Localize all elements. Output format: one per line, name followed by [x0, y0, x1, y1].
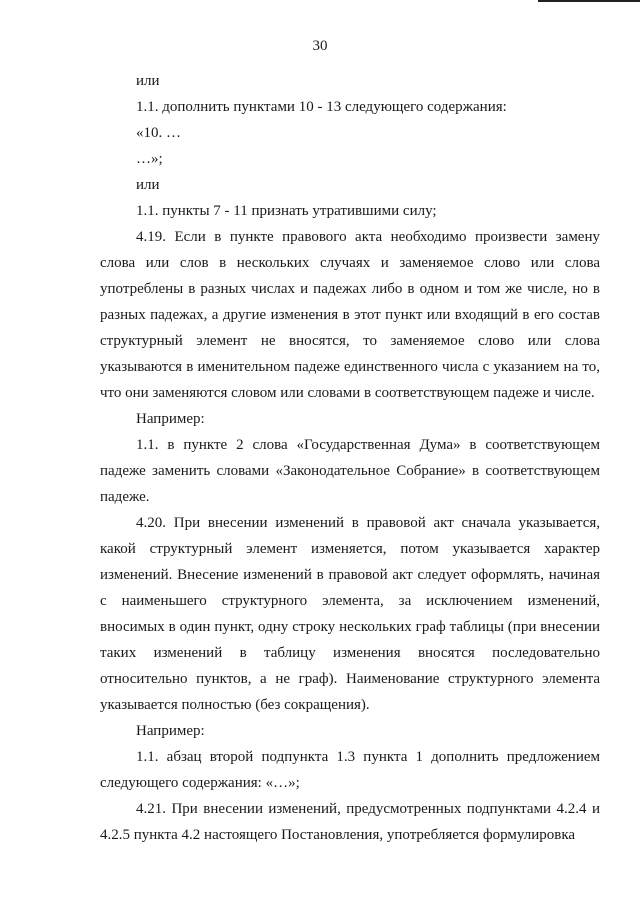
- text-line: или: [136, 73, 160, 89]
- text-line: или: [136, 177, 160, 193]
- paragraph-4-19: 4.19. Если в пункте правового акта необходимо произвести замену слова или слов в нескольких случаях и заменяемое слово или слова употреблены в разных числах и падежах либо в одном и том же числе, но в разных падежах, а другие изменения в этот пункт или входящий в его состав структурный элемент не вносятся, то заменяемое слово или слова указываются в именительном падеже единственного числа с указанием на то, что они заменяются словом или словами в соответствующем падеже и числе.: [100, 229, 600, 401]
- text-line: «10. …: [136, 125, 181, 141]
- text-line: …»;: [136, 151, 163, 167]
- page-number: 30: [312, 38, 328, 54]
- paragraph-4-21: 4.21. При внесении изменений, предусмотренных подпунктами 4.2.4 и 4.2.5 пункта 4.2 настоящего Постановления, употребляется формулировка: [100, 801, 600, 843]
- paragraph-4-20: 4.20. При внесении изменений в правовой акт сначала указывается, какой структурный элемент изменяется, потом указывается характер изменений. Внесение изменений в правовой акт следует оформлять, начиная с наименьшего структурного элемента, за исключением изменений, вносимых в один пункт, одну строку нескольких граф таблицы (при внесении таких изменений в таблицу изменения вносятся последовательно относительно пунктов, а не граф). Наименование структурного элемента указывается полностью (без сокращения).: [100, 515, 600, 713]
- text-line: 1.1. пункты 7 - 11 признать утратившими силу;: [136, 203, 437, 219]
- text-line: 1.1. дополнить пунктами 10 - 13 следующего содержания:: [136, 99, 507, 115]
- document-body: [100, 68, 600, 848]
- top-edge-rule: [538, 0, 640, 2]
- example-text: 1.1. в пункте 2 слова «Государственная Дума» в соответствующем падеже заменить словами «Законодательное Собрание» в соответствующем падеже.: [100, 437, 600, 505]
- example-label: Например:: [136, 723, 205, 739]
- example-label: Например:: [136, 411, 205, 427]
- example-text: 1.1. абзац второй подпункта 1.3 пункта 1 дополнить предложением следующего содержания: «…»;: [100, 749, 600, 791]
